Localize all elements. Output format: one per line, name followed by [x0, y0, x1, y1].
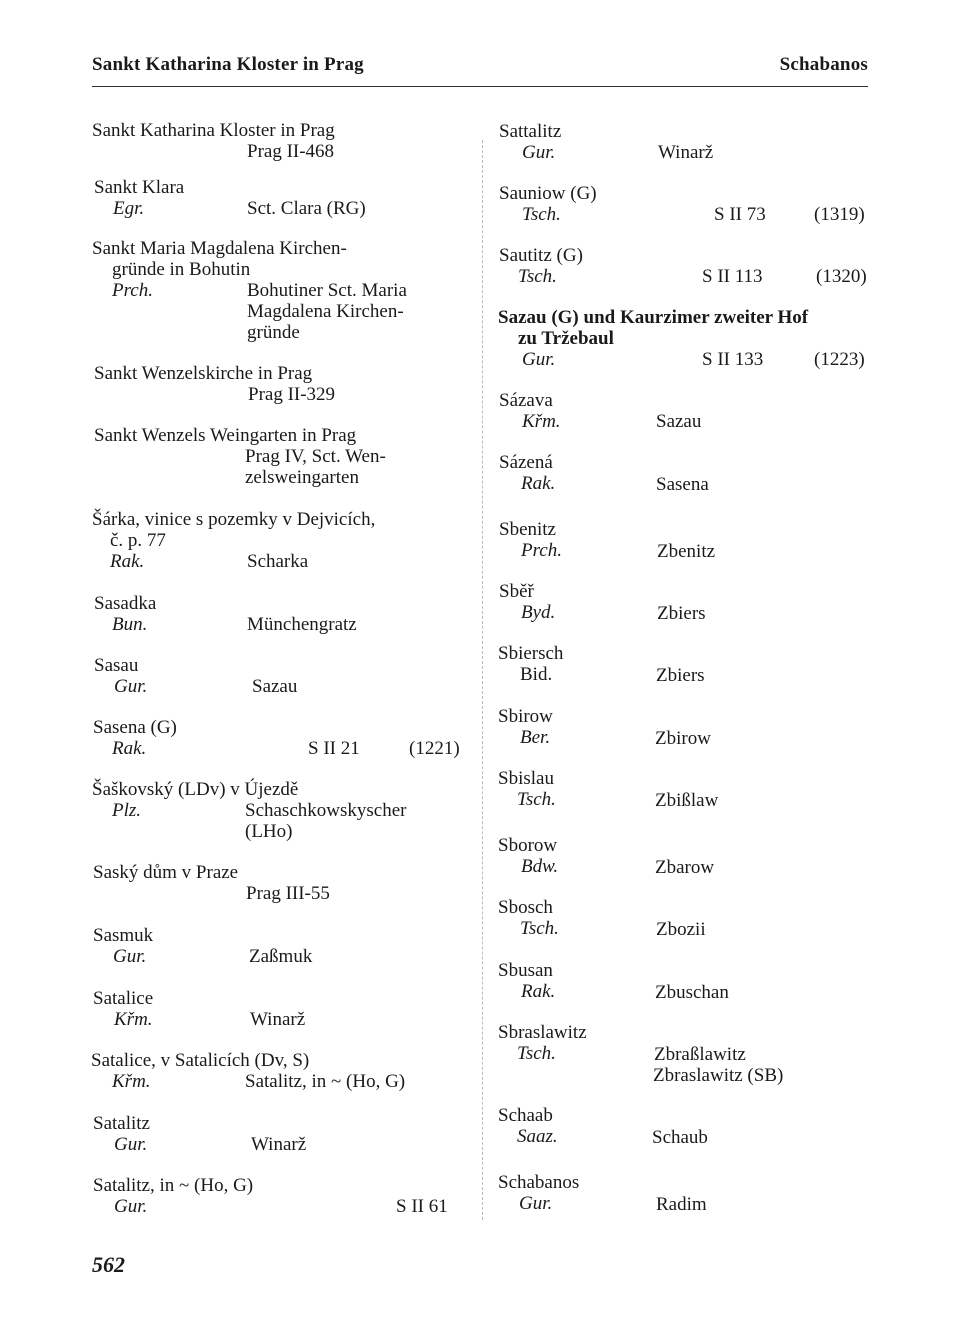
- entry-headword: Satalitz, in ~ (Ho, G): [93, 1175, 254, 1196]
- entry-district: Prch.: [521, 540, 562, 561]
- entry-reference-cont: Zbraslawitz (SB): [653, 1065, 784, 1086]
- entry-reference: Zbozii: [656, 919, 706, 940]
- entry-district: Tsch.: [517, 789, 556, 810]
- entry-year: (1319): [814, 204, 865, 225]
- entry-district: Tsch.: [520, 918, 559, 939]
- entry-reference-cont: gründe: [247, 322, 300, 343]
- entry-headword: Satalitz: [93, 1113, 150, 1134]
- entry-reference: S II 61: [396, 1196, 448, 1217]
- entry-headword: Sasmuk: [93, 925, 154, 946]
- entry-reference: Zbirow: [655, 728, 711, 749]
- entry-reference: Prag II-329: [248, 384, 336, 405]
- entry-reference: Satalitz, in ~ (Ho, G): [245, 1071, 406, 1092]
- entry-headword: Sauniow (G): [499, 183, 597, 204]
- entry-district: Gur.: [114, 1196, 148, 1217]
- entry-reference: Winarž: [658, 142, 714, 163]
- entry-reference: Zbißlaw: [655, 790, 719, 811]
- entry-year: (1223): [814, 349, 865, 370]
- entry-headword: Sbusan: [498, 960, 553, 981]
- entry-district: Rak.: [521, 473, 556, 494]
- entry-headword: Schaab: [498, 1105, 553, 1126]
- entry-headword-cont: č. p. 77: [110, 530, 166, 551]
- entry-headword: Šaškovský (LDv) v Újezdě: [92, 779, 299, 800]
- entry-headword: Sasena (G): [93, 717, 177, 738]
- entry-district: Ber.: [520, 727, 551, 748]
- entry-headword: Sbirow: [498, 706, 553, 727]
- entry-headword: Sbiersch: [498, 643, 564, 664]
- entry-reference: S II 113: [702, 266, 763, 287]
- entry-district: Gur.: [522, 142, 556, 163]
- entry-reference: Winarž: [250, 1009, 306, 1030]
- entry-headword: Sbislau: [498, 768, 554, 789]
- entry-reference: S II 133: [702, 349, 764, 370]
- entry-headword: Sbosch: [498, 897, 553, 918]
- entry-district: Saaz.: [517, 1126, 558, 1147]
- entry-reference: Zbuschan: [655, 982, 729, 1003]
- entry-reference: Zaßmuk: [249, 946, 313, 967]
- entry-headword: Sankt Maria Magdalena Kirchen-: [92, 238, 347, 259]
- entry-headword: Sankt Klara: [94, 177, 185, 198]
- entry-district: Byd.: [521, 602, 556, 623]
- entry-district: Tsch.: [518, 266, 557, 287]
- entry-reference: Bohutiner Sct. Maria: [247, 280, 407, 301]
- entry-district: Křm.: [114, 1009, 153, 1030]
- entry-district: Gur.: [114, 1134, 148, 1155]
- entry-headword: Sasadka: [94, 593, 157, 614]
- entry-headword-cont: gründe in Bohutin: [112, 259, 251, 280]
- entry-reference: Sasena: [656, 474, 709, 495]
- entry-headword: Sattalitz: [499, 121, 562, 142]
- entry-reference: S II 73: [714, 204, 766, 225]
- entry-reference: Zbiers: [657, 603, 706, 624]
- entry-headword: Sankt Wenzelskirche in Prag: [94, 363, 313, 384]
- entry-reference-cont: (LHo): [245, 821, 293, 842]
- entry-headword: Sběř: [499, 581, 534, 602]
- entry-reference: Münchengratz: [247, 614, 357, 635]
- entry-district: Gur.: [519, 1193, 553, 1214]
- entry-district: Křm.: [112, 1071, 151, 1092]
- entry-district: Gur.: [113, 946, 147, 967]
- entry-headword: Sautitz (G): [499, 245, 583, 266]
- entry-reference: Radim: [656, 1194, 707, 1215]
- entry-reference: Sct. Clara (RG): [247, 198, 366, 219]
- entry-reference: Scharka: [247, 551, 309, 572]
- entry-year: (1221): [409, 738, 460, 759]
- entry-headword: Satalice: [93, 988, 154, 1009]
- entry-district: Rak.: [112, 738, 147, 759]
- entry-reference: Zbenitz: [657, 541, 716, 562]
- entry-year: (1320): [816, 266, 867, 287]
- entry-headword: Saský dům v Praze: [93, 862, 239, 883]
- entry-reference: Sazau: [656, 411, 702, 432]
- entry-headword: Sasau: [94, 655, 139, 676]
- entry-district: Plz.: [112, 800, 142, 821]
- entry-district: Bdw.: [521, 856, 559, 877]
- entry-district: Tsch.: [517, 1043, 556, 1064]
- entry-headword: Sborow: [498, 835, 558, 856]
- entry-headword: Sázená: [499, 452, 553, 473]
- entry-headword: Sankt Katharina Kloster in Prag: [92, 120, 335, 141]
- entry-headword: Sankt Wenzels Weingarten in Prag: [94, 425, 357, 446]
- entry-reference: Zbiers: [656, 665, 705, 686]
- column-divider: [482, 140, 483, 1220]
- entry-headword: Sbenitz: [499, 519, 556, 540]
- entry-district: Rak.: [521, 981, 556, 1002]
- entry-district: Rak.: [110, 551, 145, 572]
- page-number: 562: [92, 1252, 125, 1277]
- entry-district: Gur.: [114, 676, 148, 697]
- entry-headword: Sazau (G) und Kaurzimer zweiter Hof: [498, 307, 809, 328]
- entry-headword: Sázava: [499, 390, 553, 411]
- entry-district: Bid.: [520, 664, 553, 685]
- entry-reference: S II 21: [308, 738, 360, 759]
- entry-reference: Sazau: [252, 676, 298, 697]
- entry-district: Gur.: [522, 349, 556, 370]
- entry-headword-cont: zu Tržebaul: [518, 328, 614, 349]
- entry-district: Egr.: [113, 198, 145, 219]
- entry-district: Tsch.: [522, 204, 561, 225]
- entry-headword: Sbraslawitz: [498, 1022, 587, 1043]
- entry-headword: Satalice, v Satalicích (Dv, S): [91, 1050, 310, 1071]
- running-header-right: Schabanos: [779, 54, 868, 75]
- entry-reference-cont: zelsweingarten: [245, 467, 359, 488]
- entry-reference: Zbraßlawitz: [654, 1044, 746, 1065]
- entry-reference: Prag IV, Sct. Wen-: [245, 446, 386, 467]
- entry-district: Křm.: [522, 411, 561, 432]
- entry-reference: Zbarow: [655, 857, 715, 878]
- entry-district: Prch.: [112, 280, 153, 301]
- entry-reference-cont: Magdalena Kirchen-: [247, 301, 404, 322]
- entry-headword: Šárka, vinice s pozemky v Dejvicích,: [92, 509, 376, 530]
- entry-district: Bun.: [112, 614, 148, 635]
- running-header-left: Sankt Katharina Kloster in Prag: [92, 54, 364, 75]
- entry-headword: Schabanos: [498, 1172, 580, 1193]
- entry-reference: Schaub: [652, 1127, 708, 1148]
- entry-reference: Winarž: [251, 1134, 307, 1155]
- entry-reference: Prag III-55: [246, 883, 330, 904]
- header-rule: [92, 86, 868, 87]
- entry-reference: Schaschkowskyscher: [245, 800, 407, 821]
- entry-reference: Prag II-468: [247, 141, 335, 162]
